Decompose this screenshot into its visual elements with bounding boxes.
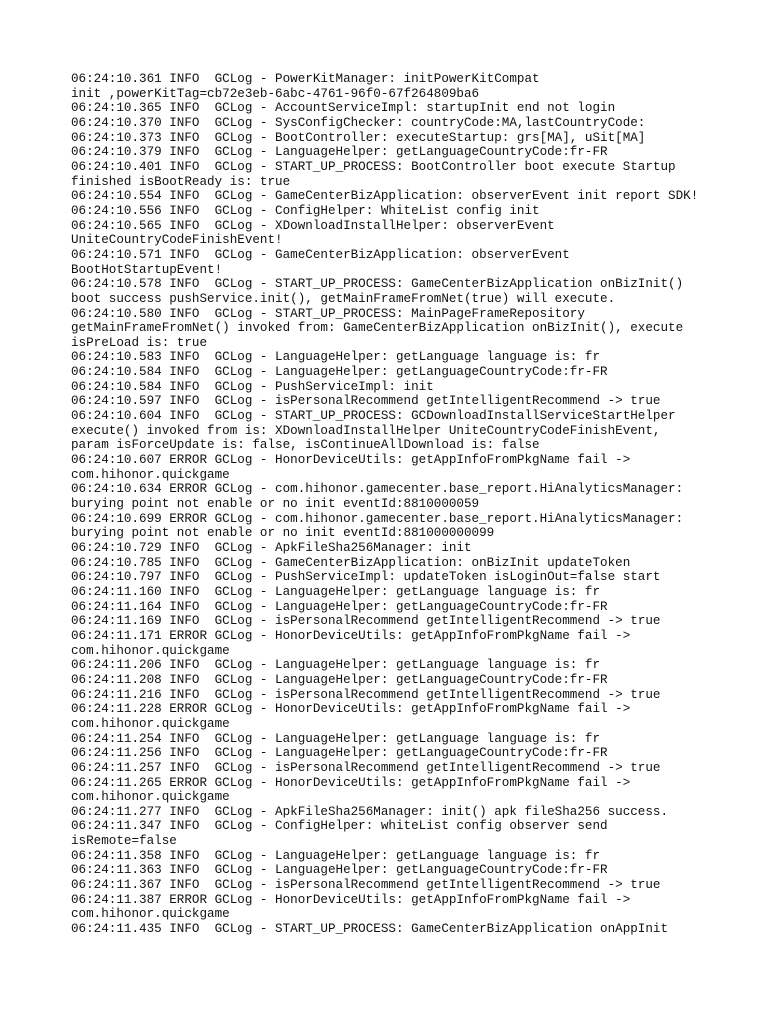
- log-line: 06:24:10.578 INFO GCLog - START_UP_PROCESS: GameCenterBizApplication onBizInit(): [71, 277, 684, 292]
- log-line: finished isBootReady is: true: [71, 174, 291, 189]
- log-line: 06:24:11.160 INFO GCLog - LanguageHelper: getLanguage language is: fr: [71, 584, 601, 599]
- log-line: 06:24:10.785 INFO GCLog - GameCenterBizApplication: onBizInit updateToken: [71, 555, 631, 570]
- log-line: 06:24:11.347 INFO GCLog - ConfigHelper: whiteList config observer send: [71, 819, 608, 834]
- log-line: 06:24:11.435 INFO GCLog - START_UP_PROCESS: GameCenterBizApplication onAppInit: [71, 922, 669, 937]
- log-line: 06:24:10.571 INFO GCLog - GameCenterBizApplication: observerEvent: [71, 247, 570, 262]
- log-line: 06:24:11.265 ERROR GCLog - HonorDeviceUtils: getAppInfoFromPkgName fail ->: [71, 775, 631, 790]
- log-line: param isForceUpdate is: false, isContinueAllDownload is: false: [71, 438, 540, 453]
- log-line: burying point not enable or no init eventId:881000000099: [71, 526, 495, 541]
- log-line: boot success pushService.init(), getMainFrameFromNet(true) will execute.: [71, 291, 616, 306]
- log-line: 06:24:10.634 ERROR GCLog - com.hihonor.gamecenter.base_report.HiAnalyticsManager:: [71, 482, 684, 497]
- log-line: 06:24:11.257 INFO GCLog - isPersonalRecommend getIntelligentRecommend -> true: [71, 760, 661, 775]
- log-line: 06:24:10.580 INFO GCLog - START_UP_PROCESS: MainPageFrameRepository: [71, 306, 585, 321]
- log-line: 06:24:10.401 INFO GCLog - START_UP_PROCESS: BootController boot execute Startup: [71, 159, 676, 174]
- log-line: 06:24:10.554 INFO GCLog - GameCenterBizApplication: observerEvent init report SDK!: [71, 189, 699, 204]
- log-line: 06:24:11.254 INFO GCLog - LanguageHelper: getLanguage language is: fr: [71, 731, 601, 746]
- log-line: 06:24:11.216 INFO GCLog - isPersonalRecommend getIntelligentRecommend -> true: [71, 687, 661, 702]
- log-line: isPreLoad is: true: [71, 335, 208, 350]
- log-line: 06:24:10.597 INFO GCLog - isPersonalRecommend getIntelligentRecommend -> true: [71, 394, 661, 409]
- log-line: 06:24:10.584 INFO GCLog - LanguageHelper: getLanguageCountryCode:fr-FR: [71, 365, 608, 380]
- log-line: 06:24:11.164 INFO GCLog - LanguageHelper: getLanguageCountryCode:fr-FR: [71, 599, 608, 614]
- log-line: 06:24:11.363 INFO GCLog - LanguageHelper: getLanguageCountryCode:fr-FR: [71, 863, 608, 878]
- log-line: isRemote=false: [71, 834, 177, 849]
- log-line: com.hihonor.quickgame: [71, 790, 230, 805]
- log-line: 06:24:10.583 INFO GCLog - LanguageHelper: getLanguage language is: fr: [71, 350, 601, 365]
- log-line: 06:24:10.379 INFO GCLog - LanguageHelper: getLanguageCountryCode:fr-FR: [71, 145, 608, 160]
- log-line: 06:24:11.171 ERROR GCLog - HonorDeviceUtils: getAppInfoFromPkgName fail ->: [71, 628, 631, 643]
- log-line: 06:24:10.365 INFO GCLog - AccountServiceImpl: startupInit end not login: [71, 101, 616, 116]
- log-line: execute() invoked from is: XDownloadInstallHelper UniteCountryCodeFinishEvent,: [71, 423, 661, 438]
- log-line: 06:24:10.699 ERROR GCLog - com.hihonor.gamecenter.base_report.HiAnalyticsManager:: [71, 511, 684, 526]
- log-line: BootHotStartupEvent!: [71, 262, 223, 277]
- log-line: 06:24:11.169 INFO GCLog - isPersonalRecommend getIntelligentRecommend -> true: [71, 614, 661, 629]
- log-line: 06:24:11.256 INFO GCLog - LanguageHelper: getLanguageCountryCode:fr-FR: [71, 746, 608, 761]
- log-line: com.hihonor.quickgame: [71, 716, 230, 731]
- log-line: 06:24:11.277 INFO GCLog - ApkFileSha256Manager: init() apk fileSha256 success.: [71, 804, 669, 819]
- log-line: 06:24:11.206 INFO GCLog - LanguageHelper: getLanguage language is: fr: [71, 658, 601, 673]
- log-line: com.hihonor.quickgame: [71, 643, 230, 658]
- log-line: getMainFrameFromNet() invoked from: GameCenterBizApplication onBizInit(), execute: [71, 321, 684, 336]
- log-line: 06:24:10.604 INFO GCLog - START_UP_PROCESS: GCDownloadInstallServiceStartHelper: [71, 409, 676, 424]
- log-line: 06:24:11.358 INFO GCLog - LanguageHelper: getLanguage language is: fr: [71, 848, 601, 863]
- log-line: UniteCountryCodeFinishEvent!: [71, 233, 283, 248]
- log-line: 06:24:11.228 ERROR GCLog - HonorDeviceUtils: getAppInfoFromPkgName fail ->: [71, 702, 631, 717]
- log-line: 06:24:11.367 INFO GCLog - isPersonalRecommend getIntelligentRecommend -> true: [71, 878, 661, 893]
- log-line: burying point not enable or no init eventId:8810000059: [71, 497, 480, 512]
- log-line: 06:24:10.797 INFO GCLog - PushServiceImpl: updateToken isLoginOut=false start: [71, 570, 661, 585]
- log-line: com.hihonor.quickgame: [71, 907, 230, 922]
- log-line: 06:24:11.208 INFO GCLog - LanguageHelper: getLanguageCountryCode:fr-FR: [71, 672, 608, 687]
- log-line: 06:24:10.584 INFO GCLog - PushServiceImpl: init: [71, 379, 434, 394]
- log-line: 06:24:10.565 INFO GCLog - XDownloadInstallHelper: observerEvent: [71, 218, 555, 233]
- log-line: 06:24:10.361 INFO GCLog - PowerKitManager: initPowerKitCompat: [71, 72, 540, 86]
- log-line: 06:24:10.556 INFO GCLog - ConfigHelper: WhiteList config init: [71, 203, 540, 218]
- log-text-block: [71, 72, 751, 937]
- log-line: 06:24:10.370 INFO GCLog - SysConfigChecker: countryCode:MA,lastCountryCode:: [71, 115, 646, 130]
- log-line: 06:24:11.387 ERROR GCLog - HonorDeviceUtils: getAppInfoFromPkgName fail ->: [71, 892, 631, 907]
- log-line: 06:24:10.607 ERROR GCLog - HonorDeviceUtils: getAppInfoFromPkgName fail ->: [71, 453, 631, 468]
- log-line: init ,powerKitTag=cb72e3eb-6abc-4761-96f0-67f264809ba6: [71, 86, 480, 101]
- log-line: 06:24:10.373 INFO GCLog - BootController: executeStartup: grs[MA], uSit[MA]: [71, 130, 646, 145]
- log-line: com.hihonor.quickgame: [71, 467, 230, 482]
- log-line: 06:24:10.729 INFO GCLog - ApkFileSha256Manager: init: [71, 541, 472, 555]
